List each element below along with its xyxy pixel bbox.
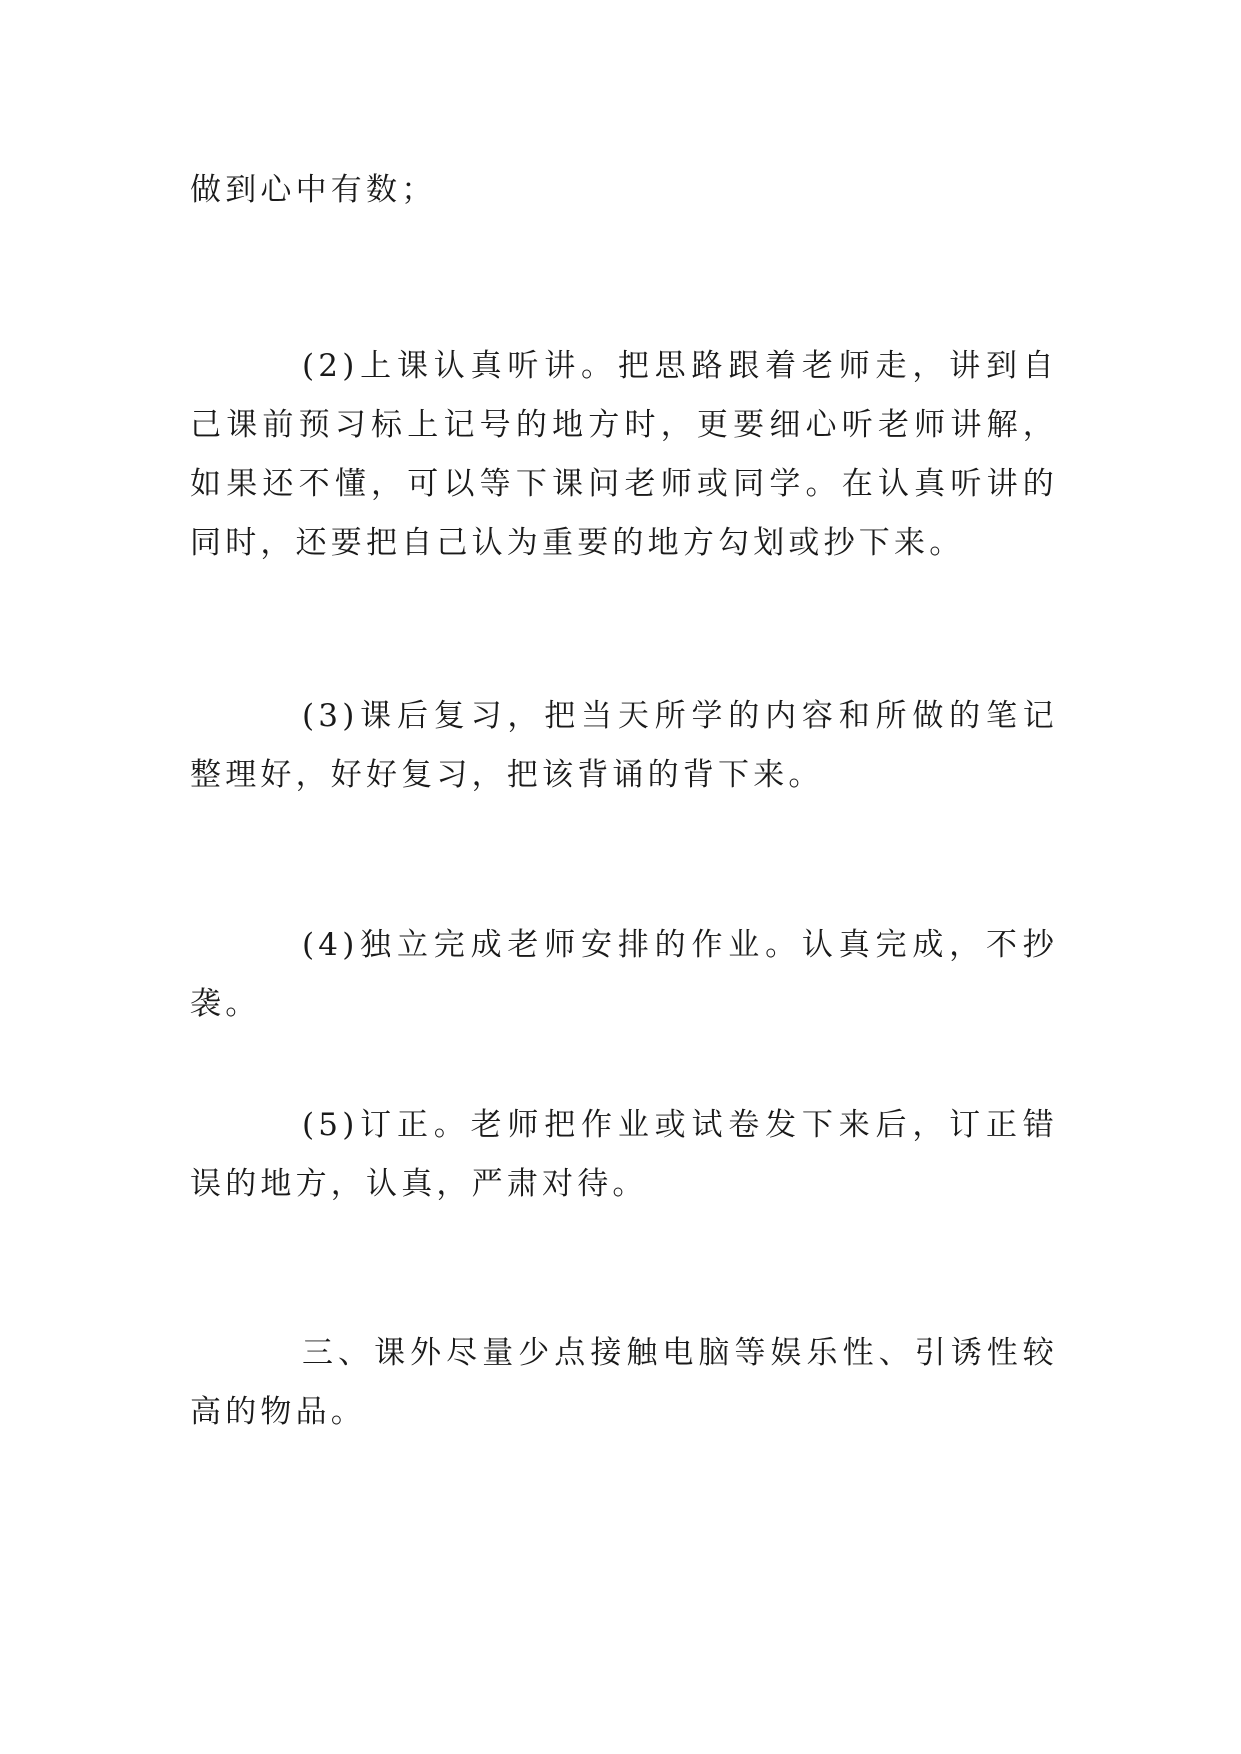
paragraph-item-4: (4)独立完成老师安排的作业。认真完成，不抄袭。 xyxy=(190,927,1058,1022)
paragraph-section-3: 三、课外尽量少点接触电脑等娱乐性、引诱性较高的物品。 xyxy=(190,1335,1058,1430)
paragraph-continuation: 做到心中有数； xyxy=(190,172,437,208)
paragraph-item-2: (2)上课认真听讲。把思路跟着老师走，讲到自己课前预习标上记号的地方时，更要细心听老师讲解，如果还不懂，可以等下课问老师或同学。在认真听讲的同时，还要把自己认为重要的地方勾划或抄下来。 xyxy=(190,348,1058,561)
paragraph-item-5: (5)订正。老师把作业或试卷发下来后，订正错误的地方，认真，严肃对待。 xyxy=(190,1107,1058,1202)
paragraph-item-3: (3)课后复习，把当天所学的内容和所做的笔记整理好，好好复习，把该背诵的背下来。 xyxy=(190,698,1058,793)
